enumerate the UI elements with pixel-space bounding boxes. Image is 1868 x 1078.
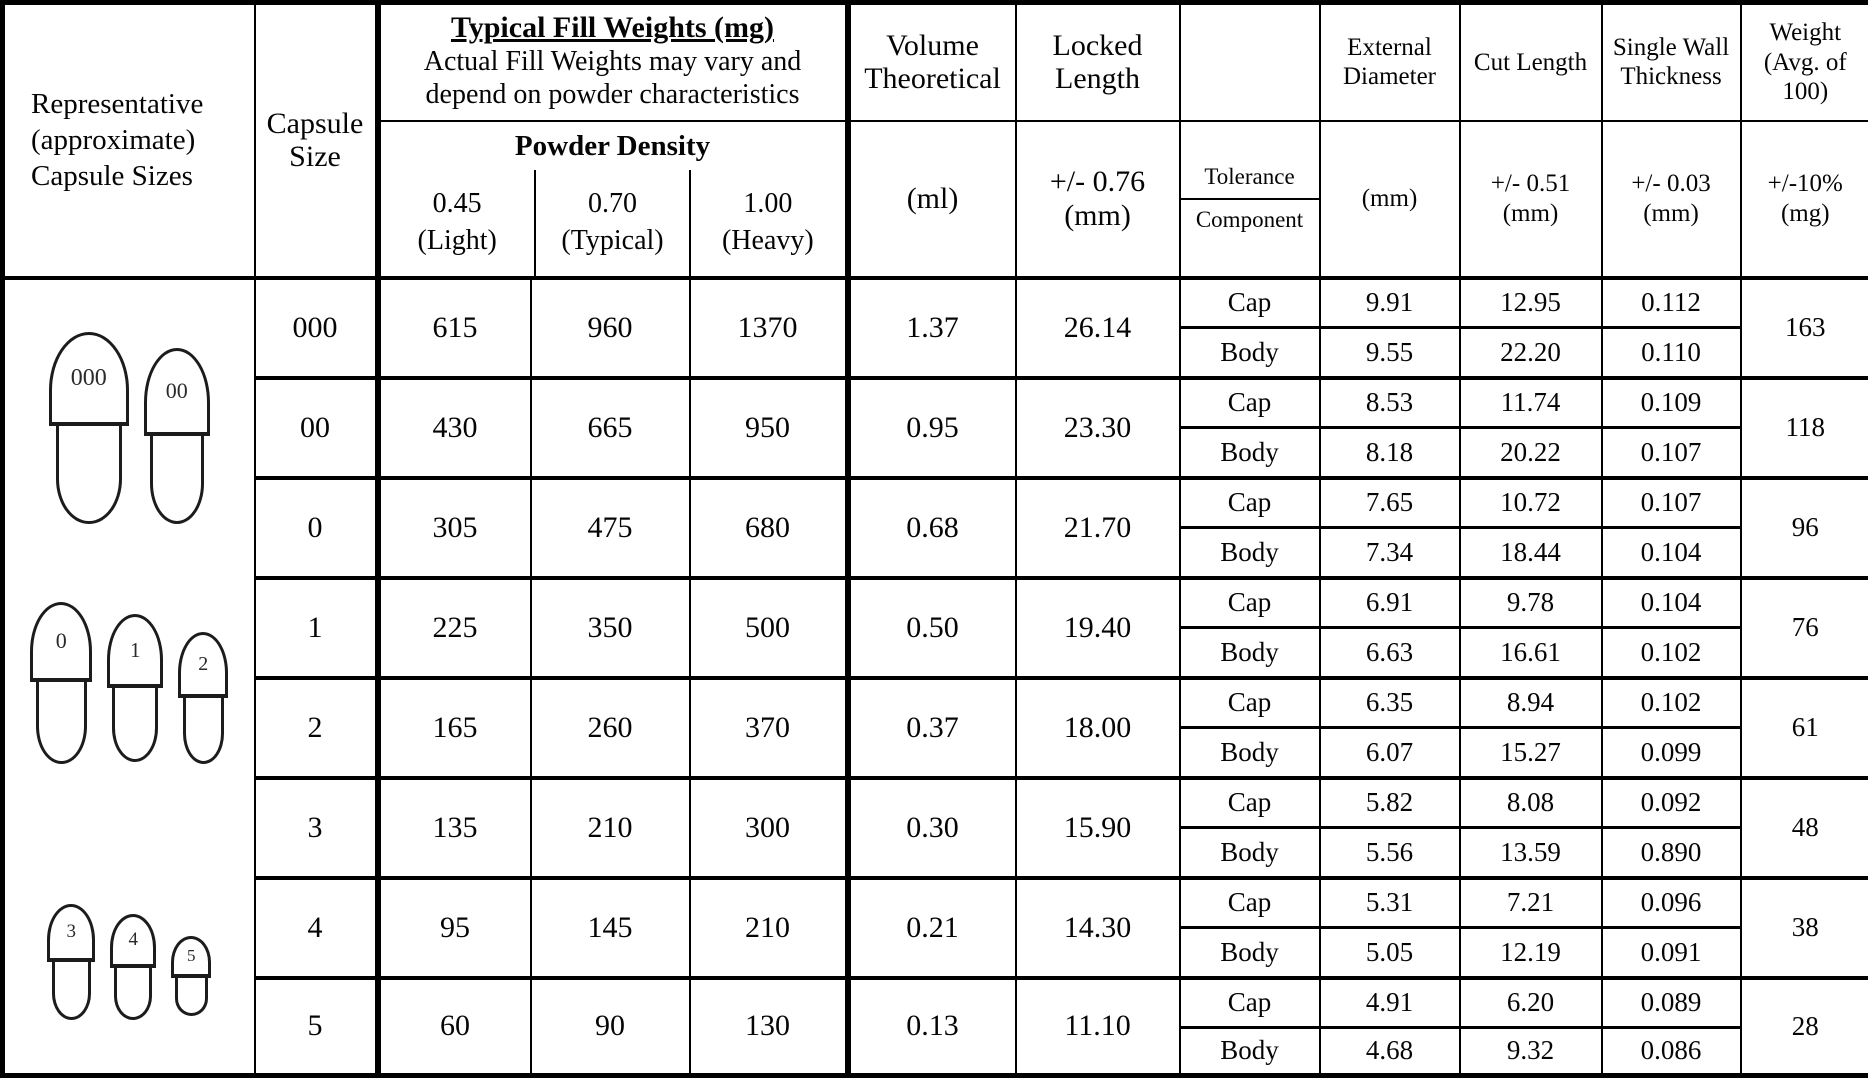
header-row-top bbox=[3, 3, 1868, 121]
header-line: (Avg. of bbox=[1763, 48, 1847, 76]
header-line: Theoretical bbox=[864, 62, 1001, 96]
cell-component-body: Body bbox=[1180, 428, 1320, 478]
cell-locked-length: 15.90 bbox=[1016, 778, 1180, 878]
unit-label: (mg) bbox=[1780, 199, 1830, 227]
header-fill-weights bbox=[378, 3, 848, 121]
cell-cap-diameter: 8.53 bbox=[1320, 378, 1460, 428]
capsule-size-label: 5 bbox=[187, 946, 196, 965]
cell-component-cap: Cap bbox=[1180, 378, 1320, 428]
cell-body-cut-length: 9.32 bbox=[1460, 1028, 1602, 1078]
unit-locked-length bbox=[1016, 121, 1180, 278]
header-cut-length: Cut Length bbox=[1460, 3, 1602, 121]
header-line: Weight bbox=[1769, 19, 1842, 46]
capsule-body bbox=[150, 436, 204, 524]
cell-cap-wall: 0.112 bbox=[1602, 278, 1741, 328]
cell-fill-light: 430 bbox=[378, 378, 531, 478]
cell-body-wall: 0.102 bbox=[1602, 628, 1741, 678]
cell-weight: 48 bbox=[1741, 778, 1868, 878]
table-row-cap bbox=[3, 778, 1868, 828]
header-wall-thickness bbox=[1602, 3, 1741, 121]
cell-body-cut-length: 12.19 bbox=[1460, 928, 1602, 978]
cell-weight: 96 bbox=[1741, 478, 1868, 578]
cell-body-diameter: 4.68 bbox=[1320, 1028, 1460, 1078]
density-value: 0.45 bbox=[432, 188, 482, 220]
density-label: (Typical) bbox=[561, 224, 664, 256]
cell-component-cap: Cap bbox=[1180, 678, 1320, 728]
cell-cap-diameter: 5.82 bbox=[1320, 778, 1460, 828]
table-row-cap bbox=[3, 978, 1868, 1028]
cell-cap-wall: 0.092 bbox=[1602, 778, 1741, 828]
cell-component-cap: Cap bbox=[1180, 578, 1320, 628]
cell-body-wall: 0.091 bbox=[1602, 928, 1741, 978]
header-line: Locked bbox=[1052, 28, 1143, 62]
capsule-000-icon bbox=[49, 332, 129, 524]
cell-volume: 0.50 bbox=[848, 578, 1016, 678]
capsule-cap bbox=[171, 936, 211, 978]
cell-component-cap: Cap bbox=[1180, 278, 1320, 328]
cell-fill-light: 135 bbox=[378, 778, 531, 878]
cell-cap-diameter: 6.35 bbox=[1320, 678, 1460, 728]
cell-body-cut-length: 20.22 bbox=[1460, 428, 1602, 478]
capsule-5-icon bbox=[171, 936, 211, 1016]
cell-body-wall: 0.099 bbox=[1602, 728, 1741, 778]
cell-weight: 76 bbox=[1741, 578, 1868, 678]
cell-fill-typical: 90 bbox=[531, 978, 690, 1078]
capsule-size-label: 0 bbox=[55, 628, 67, 653]
cell-locked-length: 11.10 bbox=[1016, 978, 1180, 1078]
header-powder-density bbox=[378, 121, 848, 278]
header-line: (approximate) bbox=[31, 124, 196, 157]
capsule-illustrations bbox=[5, 280, 254, 1020]
cell-component-cap: Cap bbox=[1180, 878, 1320, 928]
capsule-cap bbox=[178, 632, 228, 698]
cell-fill-heavy: 1370 bbox=[690, 278, 848, 378]
cell-locked-length: 19.40 bbox=[1016, 578, 1180, 678]
note-line: depend on powder characteristics bbox=[425, 78, 800, 110]
capsule-cap bbox=[107, 614, 163, 688]
cell-fill-typical: 475 bbox=[531, 478, 690, 578]
cell-fill-typical: 145 bbox=[531, 878, 690, 978]
unit-volume: (ml) bbox=[848, 121, 1016, 278]
cell-capsule-size: 0 bbox=[255, 478, 378, 578]
cell-body-cut-length: 16.61 bbox=[1460, 628, 1602, 678]
cell-body-diameter: 6.07 bbox=[1320, 728, 1460, 778]
cell-fill-light: 165 bbox=[378, 678, 531, 778]
density-typical bbox=[534, 170, 689, 276]
cell-weight: 61 bbox=[1741, 678, 1868, 778]
cell-cap-wall: 0.096 bbox=[1602, 878, 1741, 928]
header-line: Diameter bbox=[1343, 63, 1437, 91]
note-line: Actual Fill Weights may vary and bbox=[423, 45, 802, 77]
tolerance-value: +/-10% bbox=[1767, 170, 1843, 197]
capsule-size-label: 000 bbox=[70, 364, 107, 391]
header-line: Single Wall bbox=[1612, 33, 1730, 61]
cell-body-diameter: 5.56 bbox=[1320, 828, 1460, 878]
density-light bbox=[381, 170, 534, 276]
cell-component-body: Body bbox=[1180, 928, 1320, 978]
cell-cap-wall: 0.089 bbox=[1602, 978, 1741, 1028]
capsule-0-icon bbox=[30, 602, 92, 764]
header-weight bbox=[1741, 3, 1868, 121]
cell-fill-heavy: 680 bbox=[690, 478, 848, 578]
cell-component-body: Body bbox=[1180, 528, 1320, 578]
capsule-size-label: 4 bbox=[128, 929, 138, 950]
table-row-cap bbox=[3, 478, 1868, 528]
component-label: Component bbox=[1195, 207, 1304, 232]
cell-cap-cut-length: 7.21 bbox=[1460, 878, 1602, 928]
cell-cap-cut-length: 11.74 bbox=[1460, 378, 1602, 428]
powder-density-title: Powder Density bbox=[514, 129, 711, 162]
capsule-00-icon bbox=[144, 348, 210, 524]
capsule-cap bbox=[30, 602, 92, 682]
capsule-body bbox=[183, 698, 224, 764]
cell-locked-length: 23.30 bbox=[1016, 378, 1180, 478]
capsule-size-label: 3 bbox=[66, 921, 76, 942]
cell-fill-light: 225 bbox=[378, 578, 531, 678]
cell-cap-cut-length: 10.72 bbox=[1460, 478, 1602, 528]
cell-cap-cut-length: 12.95 bbox=[1460, 278, 1602, 328]
cell-locked-length: 14.30 bbox=[1016, 878, 1180, 978]
cell-body-diameter: 5.05 bbox=[1320, 928, 1460, 978]
cell-capsule-size: 2 bbox=[255, 678, 378, 778]
capsule-group bbox=[30, 602, 228, 764]
capsule-body bbox=[52, 962, 91, 1020]
cell-body-wall: 0.110 bbox=[1602, 328, 1741, 378]
header-line: Capsule bbox=[266, 106, 364, 140]
tolerance-label: Tolerance bbox=[1181, 163, 1319, 200]
cell-component-cap: Cap bbox=[1180, 778, 1320, 828]
density-label: (Heavy) bbox=[721, 224, 814, 256]
capsule-body bbox=[56, 426, 122, 524]
cell-component-cap: Cap bbox=[1180, 978, 1320, 1028]
capsule-cap bbox=[49, 332, 129, 426]
cell-body-wall: 0.104 bbox=[1602, 528, 1741, 578]
density-heavy bbox=[689, 170, 844, 276]
cell-capsule-size: 4 bbox=[255, 878, 378, 978]
capsule-body bbox=[36, 682, 87, 764]
cell-fill-heavy: 370 bbox=[690, 678, 848, 778]
header-line: 100) bbox=[1782, 78, 1829, 105]
density-label: (Light) bbox=[417, 224, 497, 256]
capsule-1-icon bbox=[107, 614, 163, 762]
cell-capsule-size: 3 bbox=[255, 778, 378, 878]
header-line: Representative bbox=[31, 87, 204, 120]
cell-fill-typical: 960 bbox=[531, 278, 690, 378]
cell-cap-wall: 0.109 bbox=[1602, 378, 1741, 428]
cell-fill-heavy: 500 bbox=[690, 578, 848, 678]
cell-body-diameter: 6.63 bbox=[1320, 628, 1460, 678]
cell-cap-diameter: 6.91 bbox=[1320, 578, 1460, 628]
cell-cap-cut-length: 8.08 bbox=[1460, 778, 1602, 828]
capsule-cap bbox=[110, 914, 156, 968]
cell-cap-cut-length: 8.94 bbox=[1460, 678, 1602, 728]
cell-fill-light: 60 bbox=[378, 978, 531, 1078]
density-value: 0.70 bbox=[588, 188, 638, 220]
cell-body-cut-length: 15.27 bbox=[1460, 728, 1602, 778]
header-line: Thickness bbox=[1620, 63, 1722, 91]
header-locked-length bbox=[1016, 3, 1180, 121]
cell-cap-diameter: 4.91 bbox=[1320, 978, 1460, 1028]
cell-cap-diameter: 9.91 bbox=[1320, 278, 1460, 328]
density-value: 1.00 bbox=[743, 188, 793, 220]
cell-body-diameter: 7.34 bbox=[1320, 528, 1460, 578]
cell-fill-heavy: 300 bbox=[690, 778, 848, 878]
cell-volume: 0.68 bbox=[848, 478, 1016, 578]
cell-fill-typical: 665 bbox=[531, 378, 690, 478]
capsule-3-icon bbox=[47, 904, 95, 1020]
header-tolerance-component bbox=[1180, 121, 1320, 278]
unit-cut-length bbox=[1460, 121, 1602, 278]
cell-volume: 0.13 bbox=[848, 978, 1016, 1078]
cell-weight: 38 bbox=[1741, 878, 1868, 978]
capsule-4-icon bbox=[110, 914, 156, 1020]
header-line: Volume bbox=[886, 28, 979, 62]
tolerance-value: +/- 0.03 bbox=[1631, 170, 1711, 197]
cell-capsule-size: 1 bbox=[255, 578, 378, 678]
fill-weights-note bbox=[381, 45, 845, 111]
capsule-group bbox=[47, 904, 211, 1020]
header-line: Size bbox=[289, 140, 341, 174]
density-columns bbox=[381, 170, 845, 276]
table-row-cap bbox=[3, 278, 1868, 328]
cell-weight: 118 bbox=[1741, 378, 1868, 478]
unit-weight bbox=[1741, 121, 1868, 278]
header-external-diameter bbox=[1320, 3, 1460, 121]
cell-capsule-size: 5 bbox=[255, 978, 378, 1078]
header-line: Capsule Sizes bbox=[31, 160, 193, 193]
cell-volume: 0.37 bbox=[848, 678, 1016, 778]
cell-body-cut-length: 22.20 bbox=[1460, 328, 1602, 378]
cell-body-cut-length: 13.59 bbox=[1460, 828, 1602, 878]
cell-body-diameter: 8.18 bbox=[1320, 428, 1460, 478]
capsule-2-icon bbox=[178, 632, 228, 764]
cell-cap-cut-length: 6.20 bbox=[1460, 978, 1602, 1028]
cell-component-body: Body bbox=[1180, 328, 1320, 378]
cell-fill-heavy: 130 bbox=[690, 978, 848, 1078]
cell-component-body: Body bbox=[1180, 1028, 1320, 1078]
capsule-body bbox=[114, 968, 152, 1020]
cell-volume: 1.37 bbox=[848, 278, 1016, 378]
unit-label: (mm) bbox=[1064, 198, 1131, 232]
cell-cap-wall: 0.107 bbox=[1602, 478, 1741, 528]
cell-fill-typical: 260 bbox=[531, 678, 690, 778]
table-row-cap bbox=[3, 578, 1868, 628]
capsule-size-label: 00 bbox=[165, 378, 188, 403]
header-empty bbox=[1180, 3, 1320, 121]
cell-body-wall: 0.107 bbox=[1602, 428, 1741, 478]
cell-body-diameter: 9.55 bbox=[1320, 328, 1460, 378]
cell-weight: 163 bbox=[1741, 278, 1868, 378]
cell-capsule-size: 00 bbox=[255, 378, 378, 478]
cell-volume: 0.30 bbox=[848, 778, 1016, 878]
cell-component-body: Body bbox=[1180, 628, 1320, 678]
capsule-cap bbox=[47, 904, 95, 962]
tolerance-value: +/- 0.51 bbox=[1490, 170, 1571, 197]
cell-fill-light: 305 bbox=[378, 478, 531, 578]
cell-body-cut-length: 18.44 bbox=[1460, 528, 1602, 578]
cell-body-wall: 0.086 bbox=[1602, 1028, 1741, 1078]
tolerance-value: +/- 0.76 bbox=[1049, 164, 1146, 198]
cell-cap-cut-length: 9.78 bbox=[1460, 578, 1602, 628]
cell-locked-length: 26.14 bbox=[1016, 278, 1180, 378]
cell-component-body: Body bbox=[1180, 728, 1320, 778]
capsule-body bbox=[112, 688, 158, 762]
capsule-group bbox=[49, 332, 210, 524]
table-row-cap bbox=[3, 378, 1868, 428]
unit-wall-thickness bbox=[1602, 121, 1741, 278]
cell-weight: 28 bbox=[1741, 978, 1868, 1078]
cell-cap-diameter: 7.65 bbox=[1320, 478, 1460, 528]
cell-fill-typical: 210 bbox=[531, 778, 690, 878]
header-representative-sizes bbox=[3, 3, 255, 278]
cell-volume: 0.95 bbox=[848, 378, 1016, 478]
cell-locked-length: 18.00 bbox=[1016, 678, 1180, 778]
header-volume bbox=[848, 3, 1016, 121]
cell-fill-heavy: 210 bbox=[690, 878, 848, 978]
cell-component-cap: Cap bbox=[1180, 478, 1320, 528]
cell-component-body: Body bbox=[1180, 828, 1320, 878]
header-line: External bbox=[1347, 33, 1432, 61]
header-line: Length bbox=[1055, 62, 1140, 96]
header-capsule-size bbox=[255, 3, 378, 278]
capsule-drawings-cell bbox=[3, 278, 255, 1078]
cell-fill-heavy: 950 bbox=[690, 378, 848, 478]
unit-label: (mm) bbox=[1502, 199, 1559, 227]
fill-weights-title: Typical Fill Weights (mg) bbox=[450, 11, 775, 44]
capsule-body bbox=[175, 978, 208, 1016]
cell-fill-typical: 350 bbox=[531, 578, 690, 678]
capsule-size-label: 1 bbox=[130, 637, 141, 662]
cell-fill-light: 615 bbox=[378, 278, 531, 378]
cell-cap-wall: 0.102 bbox=[1602, 678, 1741, 728]
table-row-cap bbox=[3, 878, 1868, 928]
capsule-cap bbox=[144, 348, 210, 436]
cell-fill-light: 95 bbox=[378, 878, 531, 978]
cell-cap-wall: 0.104 bbox=[1602, 578, 1741, 628]
cell-capsule-size: 000 bbox=[255, 278, 378, 378]
capsule-size-label: 2 bbox=[198, 652, 209, 675]
cell-locked-length: 21.70 bbox=[1016, 478, 1180, 578]
cell-body-wall: 0.890 bbox=[1602, 828, 1741, 878]
unit-external-diameter: (mm) bbox=[1320, 121, 1460, 278]
cell-cap-diameter: 5.31 bbox=[1320, 878, 1460, 928]
unit-label: (mm) bbox=[1643, 199, 1699, 227]
table-row-cap bbox=[3, 678, 1868, 728]
cell-volume: 0.21 bbox=[848, 878, 1016, 978]
